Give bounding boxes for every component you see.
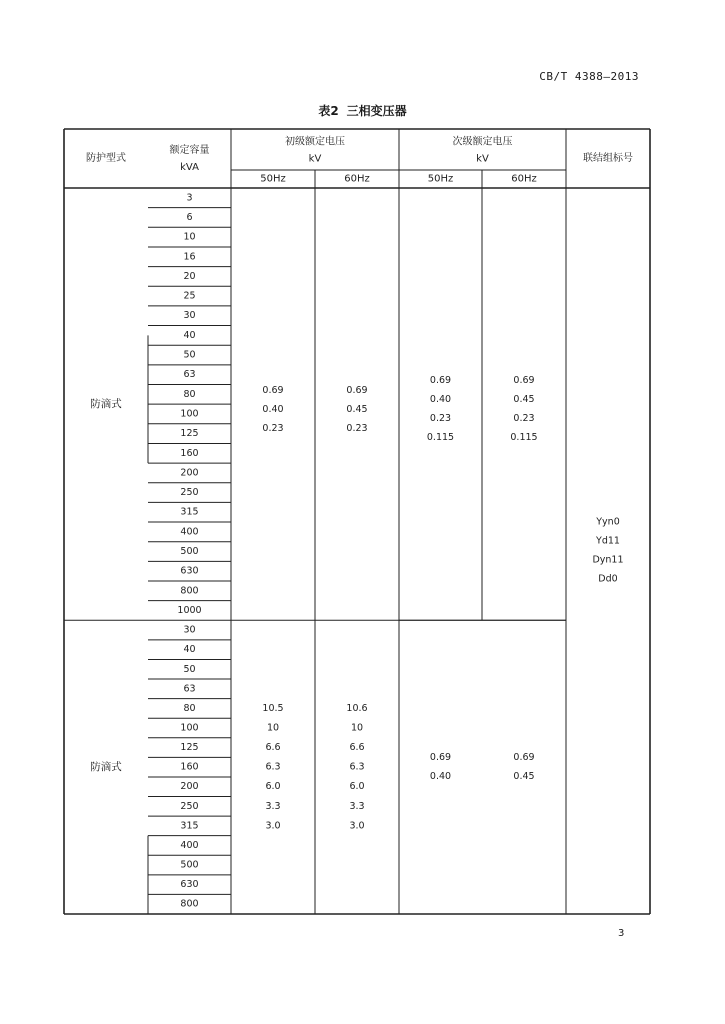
header-primary-voltage: 初级额定电压 <box>285 136 345 148</box>
primary-50hz-value-g1: 0.69 <box>262 384 284 396</box>
secondary-50hz-value-g1: 0.115 <box>426 432 455 444</box>
primary-60hz-value-g2: 3.0 <box>349 820 365 832</box>
capacity-value-g2: 80 <box>183 702 196 714</box>
capacity-value-g1: 63 <box>183 369 196 381</box>
capacity-value-g1: 200 <box>180 467 199 479</box>
header-connection-group: 联结组标号 <box>583 153 633 164</box>
primary-50hz-value-g1: 0.40 <box>262 403 284 415</box>
capacity-value-g2: 63 <box>183 683 196 695</box>
capacity-value-g1: 160 <box>180 447 199 459</box>
capacity-value-g1: 400 <box>180 526 199 538</box>
secondary-60hz-value-g1: 0.45 <box>513 394 535 406</box>
table-title-text: 三相变压器 <box>346 104 407 118</box>
capacity-value-g2: 400 <box>180 839 199 851</box>
connection-group-value: Yd11 <box>596 535 620 547</box>
capacity-value-g2: 200 <box>180 781 199 793</box>
capacity-value-g1: 3 <box>186 192 193 204</box>
page-number: 3 <box>618 928 625 939</box>
primary-60hz-value-g2: 3.3 <box>349 800 365 812</box>
capacity-value-g2: 160 <box>180 761 199 773</box>
secondary-50hz-value-g2: 0.69 <box>429 751 452 763</box>
primary-50hz-value-g1: 0.23 <box>262 422 284 434</box>
primary-50hz-value-g2: 6.3 <box>265 761 281 773</box>
header-primary-60hz: 60Hz <box>344 173 370 185</box>
capacity-value-g2: 250 <box>180 800 199 812</box>
capacity-value-g2: 800 <box>180 898 199 910</box>
primary-60hz-value-g2: 10 <box>350 722 364 734</box>
primary-60hz-value-g2: 6.3 <box>349 761 365 773</box>
capacity-value-g1: 20 <box>183 270 196 282</box>
secondary-60hz-value-g2: 0.69 <box>513 751 535 763</box>
secondary-60hz-value-g1: 0.115 <box>510 432 538 444</box>
capacity-value-g1: 630 <box>180 565 199 577</box>
protection-type-g2: 防滴式 <box>90 761 122 774</box>
secondary-50hz-value-g1: 0.40 <box>429 394 452 406</box>
primary-50hz-value-g2: 10 <box>266 722 280 734</box>
primary-50hz-value-g2: 6.0 <box>265 781 281 793</box>
header-primary-50hz: 50Hz <box>260 173 286 185</box>
secondary-50hz-value-g1: 0.69 <box>429 375 452 387</box>
primary-60hz-value-g1: 0.69 <box>346 384 368 396</box>
primary-60hz-value-g2: 6.6 <box>349 742 365 754</box>
primary-60hz-value-g2: 6.0 <box>349 781 365 793</box>
secondary-60hz-value-g2: 0.45 <box>513 770 535 782</box>
capacity-value-g1: 125 <box>180 428 199 440</box>
header-protection-type: 防护型式 <box>86 153 126 164</box>
capacity-value-g1: 100 <box>180 408 199 420</box>
header-primary-voltage-unit: kV <box>308 153 322 165</box>
standard-code: CB/T 4388—2013 <box>539 70 639 83</box>
primary-60hz-value-g1: 0.45 <box>346 403 368 415</box>
capacity-value-g2: 125 <box>180 742 199 754</box>
header-secondary-voltage-unit: kV <box>476 153 489 165</box>
connection-group-value: Yyn0 <box>596 516 620 528</box>
capacity-value-g1: 25 <box>183 290 196 302</box>
capacity-value-g1: 80 <box>183 388 196 400</box>
header-secondary-60hz: 60Hz <box>511 173 537 185</box>
capacity-value-g2: 630 <box>180 879 199 891</box>
protection-type-g1: 防滴式 <box>90 398 122 411</box>
primary-60hz-value-g1: 0.23 <box>346 422 368 434</box>
capacity-value-g2: 315 <box>180 820 199 832</box>
header-rated-capacity: 额定容量 <box>169 145 210 156</box>
capacity-value-g1: 250 <box>180 487 199 499</box>
capacity-value-g1: 1000 <box>177 604 202 616</box>
primary-60hz-value-g2: 10.6 <box>346 702 368 714</box>
connection-group-value: Dd0 <box>598 573 618 585</box>
connection-group-value: Dyn11 <box>592 554 624 566</box>
capacity-value-g1: 50 <box>183 349 196 361</box>
secondary-60hz-value-g1: 0.23 <box>513 413 535 425</box>
capacity-value-g2: 500 <box>180 859 199 871</box>
capacity-value-g2: 40 <box>183 644 196 656</box>
capacity-value-g2: 50 <box>183 663 196 675</box>
header-rated-capacity-unit: kVA <box>180 162 199 173</box>
secondary-50hz-value-g1: 0.23 <box>429 413 452 425</box>
capacity-value-g2: 30 <box>183 624 196 636</box>
header-secondary-50hz: 50Hz <box>427 173 454 185</box>
capacity-value-g1: 16 <box>183 251 196 263</box>
table-number: 表2 <box>318 104 339 118</box>
primary-50hz-value-g2: 10.5 <box>262 702 284 714</box>
capacity-value-g1: 40 <box>183 329 196 341</box>
capacity-value-g2: 100 <box>180 722 199 734</box>
capacity-value-g1: 315 <box>180 506 199 518</box>
header-secondary-voltage: 次级额定电压 <box>452 136 513 148</box>
secondary-60hz-value-g1: 0.69 <box>513 375 535 387</box>
capacity-value-g1: 10 <box>183 231 196 243</box>
primary-50hz-value-g2: 3.3 <box>265 800 281 812</box>
capacity-value-g1: 800 <box>180 585 199 597</box>
capacity-value-g1: 500 <box>180 546 199 558</box>
capacity-value-g1: 30 <box>183 310 196 322</box>
capacity-value-g1: 6 <box>186 211 193 223</box>
primary-50hz-value-g2: 3.0 <box>265 820 281 832</box>
secondary-50hz-value-g2: 0.40 <box>429 770 452 782</box>
primary-50hz-value-g2: 6.6 <box>265 742 281 754</box>
